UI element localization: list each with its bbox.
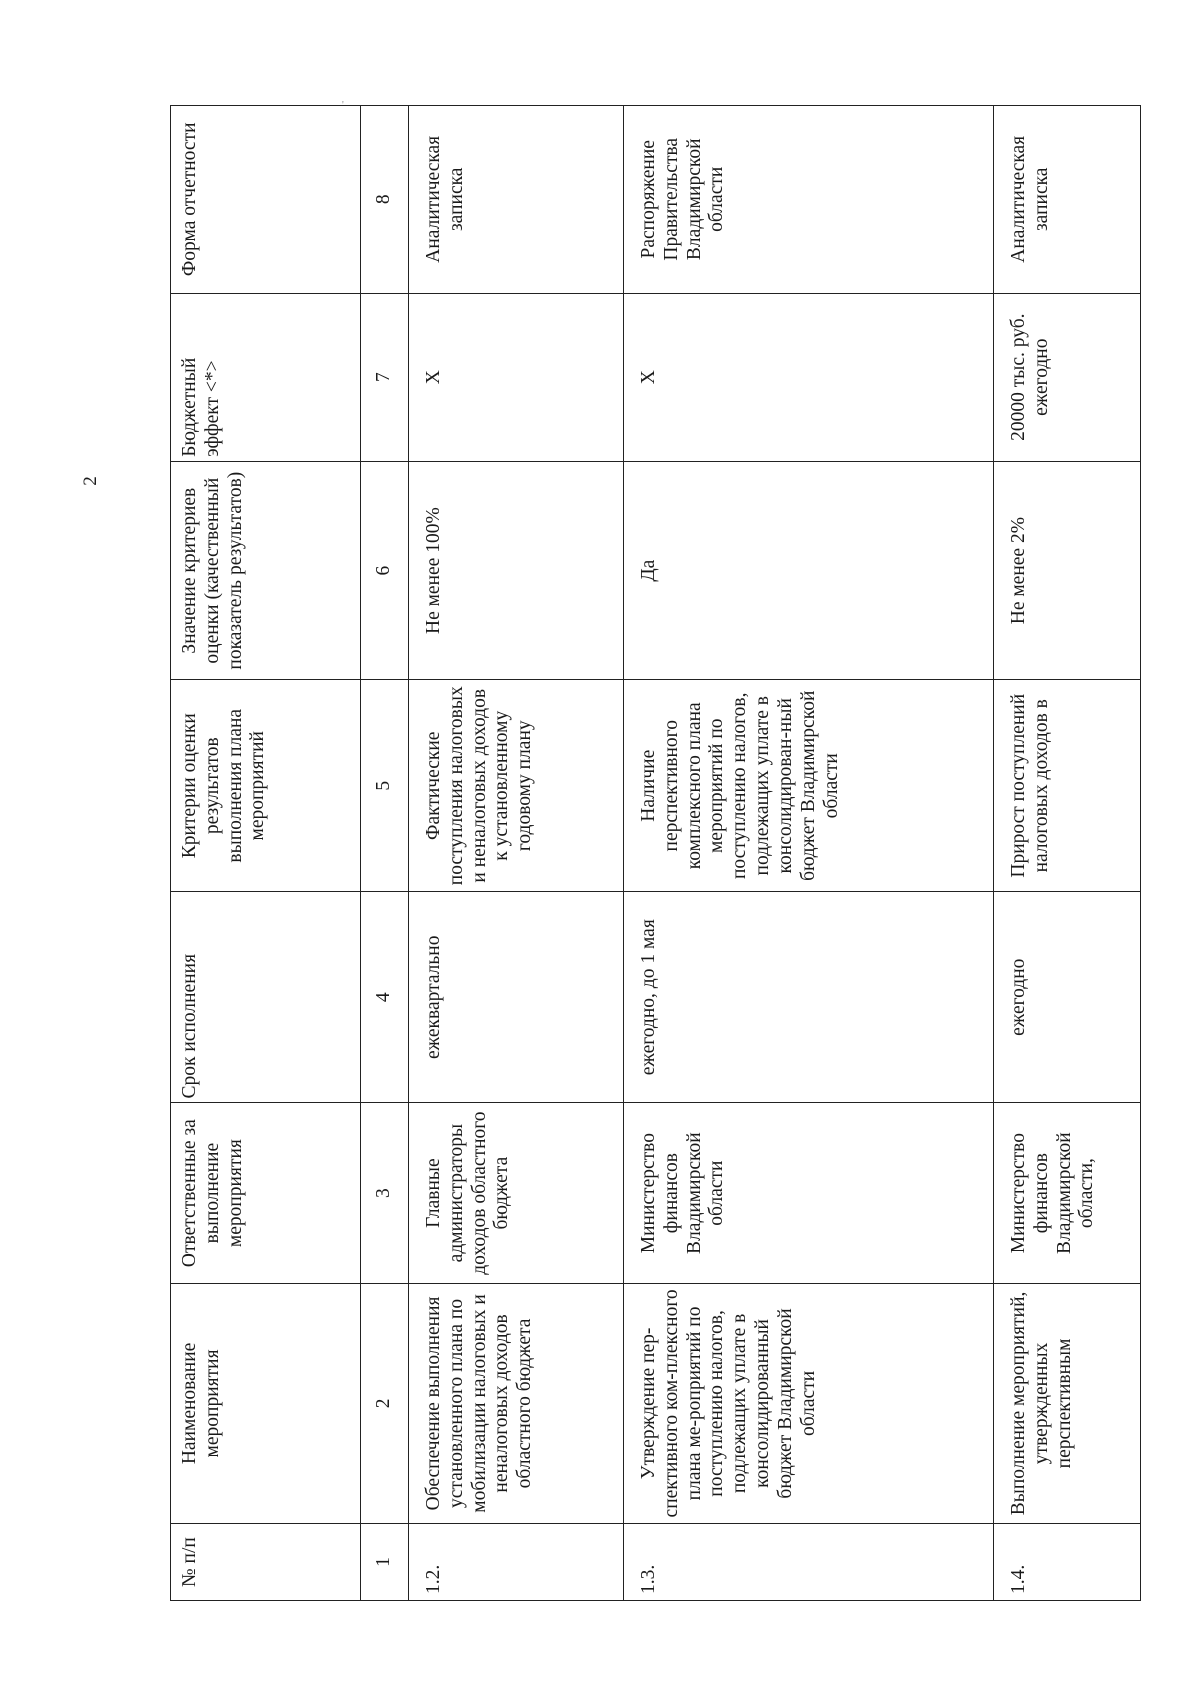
row-responsible: Главные администраторы доходов областного бюджета	[409, 1103, 624, 1283]
row-number: 1.3.	[624, 1524, 994, 1601]
table-row	[624, 106, 994, 1601]
index-cell: 7	[361, 293, 409, 461]
row-name: Обеспечение выполнения установленного плана по мобилизации налоговых и неналоговых доходов областного бюджета	[409, 1283, 624, 1523]
index-cell: 4	[361, 892, 409, 1104]
row-number: 1.4.	[994, 1524, 1141, 1601]
measures-table	[170, 105, 1141, 1601]
row-term: ежеквартально	[409, 892, 624, 1104]
table-header-row	[171, 106, 361, 1601]
header-value: Значение критериев оценки (качественный показатель результатов)	[171, 461, 361, 680]
row-criteria: Фактические поступления налоговых и неналоговых доходов к установленному годовому плану	[409, 680, 624, 892]
index-cell: 2	[361, 1283, 409, 1523]
row-criteria: Наличие перспективного комплексного плана мероприятий по поступлению налогов, подлежащих уплате в консолидирован-ный бюджет Владимирской области	[624, 680, 994, 892]
row-effect: Х	[624, 293, 994, 461]
row-responsible: Министерство финансов Владимирской области,	[994, 1103, 1141, 1283]
row-value: Да	[624, 461, 994, 680]
row-report: Аналитическая записка	[994, 106, 1141, 294]
header-term: Срок исполнения	[171, 892, 361, 1104]
table-index-row	[361, 106, 409, 1601]
row-name: Выполнение мероприятий, утвержденных перспективным	[994, 1283, 1141, 1523]
index-cell: 1	[361, 1524, 409, 1601]
scan-artifact: '	[342, 100, 344, 111]
row-name: Утверждение пер-спективного ком-плексного плана ме-роприятий по поступлению налогов, подлежащих уплате в консолидированный бюджет Владимирской области	[624, 1283, 994, 1523]
measures-table-rotated	[170, 105, 1140, 1601]
row-report: Распоряжение Правительства Владимирской области	[624, 106, 994, 294]
row-effect: Х	[409, 293, 624, 461]
index-cell: 5	[361, 680, 409, 892]
header-criteria: Критерии оценки результатов выполнения плана мероприятий	[171, 680, 361, 892]
row-number: 1.2.	[409, 1524, 624, 1601]
header-effect: Бюджетный эффект <*>	[171, 293, 361, 461]
row-effect: 20000 тыс. руб. ежегодно	[994, 293, 1141, 461]
table-row	[409, 106, 624, 1601]
header-number: № п/п	[171, 1524, 361, 1601]
row-term: ежегодно, до 1 мая	[624, 892, 994, 1104]
index-cell: 6	[361, 461, 409, 680]
index-cell: 3	[361, 1103, 409, 1283]
row-responsible: Министерство финансов Владимирской области	[624, 1103, 994, 1283]
header-report: Форма отчетности	[171, 106, 361, 294]
row-criteria: Прирост поступлений налоговых доходов в	[994, 680, 1141, 892]
table-row	[994, 106, 1141, 1601]
page-number: 2	[79, 476, 101, 486]
index-cell: 8	[361, 106, 409, 294]
row-term: ежегодно	[994, 892, 1141, 1104]
header-responsible: Ответственные за выполнение мероприятия	[171, 1103, 361, 1283]
row-value: Не менее 100%	[409, 461, 624, 680]
row-value: Не менее 2%	[994, 461, 1141, 680]
row-report: Аналитическая записка	[409, 106, 624, 294]
header-name: Наименование мероприятия	[171, 1283, 361, 1523]
